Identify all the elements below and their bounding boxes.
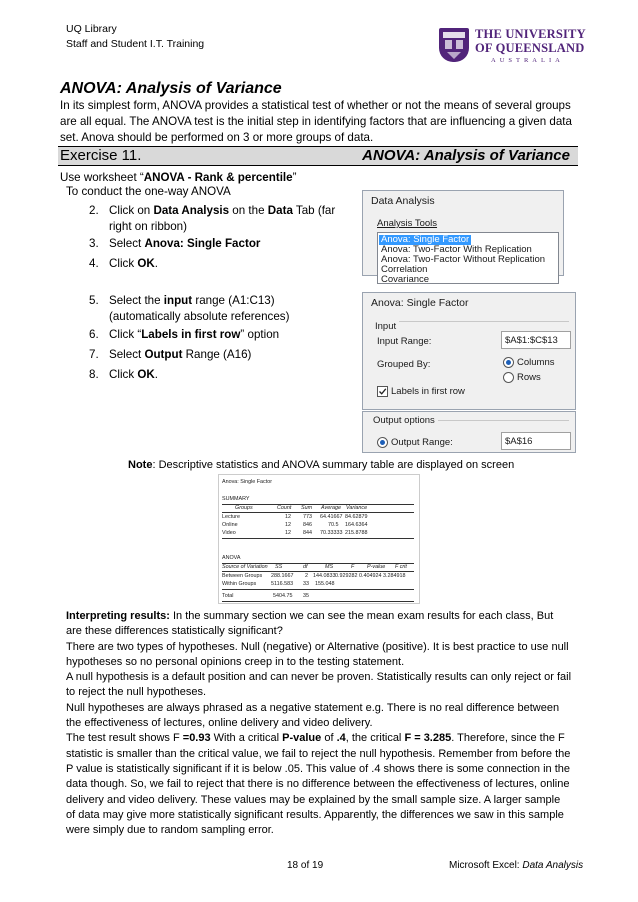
interp-p3: A null hypothesis is a default position and can never be proven. Statistically results can only reject or fail to reject the null hypotheses. (66, 671, 572, 699)
list-item-anova-two-norep[interactable]: Anova: Two-Factor Without Replication (381, 254, 546, 265)
step-2: 2. Click on Data Analysis on the Data Tab (far right on ribbon) (89, 204, 336, 233)
table-header: df (303, 564, 308, 570)
output-range-label: Output Range: (391, 437, 453, 448)
table-rule (222, 601, 414, 602)
logo-line2: OF QUEENSLAND (475, 41, 585, 55)
output-range-radio[interactable] (377, 437, 388, 448)
table-cell: 2 (305, 573, 308, 579)
worksheet-name: ANOVA - Rank & percentile (143, 171, 293, 184)
note-text: : Descriptive statistics and ANOVA summary table are displayed on screen (152, 459, 515, 471)
table-cell: 35 (303, 593, 309, 599)
table-header: Variance (346, 505, 368, 511)
table-cell: 215.8788 (345, 530, 368, 536)
table-cell: 3.284918 (383, 573, 406, 579)
table-cell: 5404.75 (273, 593, 293, 599)
step-6: 6. Click “Labels in first row” option (89, 328, 280, 341)
note-line (128, 459, 514, 471)
header-training: Staff and Student I.T. Training (66, 38, 205, 50)
analysis-tools-label: Analysis Tools (377, 218, 438, 229)
table-cell: Within Groups (222, 581, 257, 587)
check-icon (378, 387, 387, 396)
interp-p2: There are two types of hypotheses. Null (negative) or Alternative (positive). It is best practice to use null hypotheses so no personal opinions creep in to the testing statement. (66, 640, 569, 668)
labels-checkbox-label: Labels in first row (391, 386, 465, 397)
table-cell: 84.62879 (345, 514, 368, 520)
step-3: 3. Select Anova: Single Factor (89, 237, 261, 250)
rows-option-label: Rows (517, 372, 541, 383)
table-cell: Online (222, 522, 238, 528)
table-header: Source of Variation (222, 564, 268, 570)
dialog-title: Anova: Single Factor (371, 297, 469, 309)
exercise-number: Exercise 11. (60, 147, 142, 164)
list-item-covariance[interactable]: Covariance (381, 274, 430, 285)
anova-single-factor-dialog (362, 292, 576, 410)
table-cell: 33 (303, 581, 309, 587)
columns-option-label: Columns (517, 357, 555, 368)
table-header: Average (321, 505, 341, 511)
step-4: 4. Click OK. (89, 257, 158, 270)
table-cell: 12 (285, 514, 291, 520)
output-options-dialog (362, 411, 576, 453)
table-cell: 70.5 (328, 522, 339, 528)
table-cell: Between Groups (222, 573, 263, 579)
table-header: Count (277, 505, 292, 511)
table-cell: 844 (303, 530, 312, 536)
list-item-correlation[interactable]: Correlation (381, 264, 428, 275)
output-range-field[interactable]: $A$16 (501, 432, 571, 450)
exercise-bar (58, 146, 578, 166)
table-cell: 0.929282 (335, 573, 358, 579)
table-header: Sum (301, 505, 313, 511)
conduct-line: To conduct the one-way ANOVA (66, 185, 231, 198)
grouped-by-label: Grouped By: (377, 359, 431, 370)
note-label: Note (128, 459, 153, 471)
table-header: MS (325, 564, 334, 570)
table-header: Groups (235, 505, 253, 511)
table-cell: Total (222, 593, 234, 599)
list-item-anova-single[interactable]: Anova: Single Factor (381, 234, 470, 245)
input-group-label: Input (375, 321, 399, 332)
table-cell: 5116.583 (271, 581, 294, 587)
footer-doc-title: Microsoft Excel: Data Analysis (449, 860, 584, 871)
step-7: 7. Select Output Range (A16) (89, 348, 252, 361)
table-title: Anova: Single Factor (222, 479, 273, 485)
table-header: P-value (367, 564, 386, 570)
exercise-title: ANOVA: Analysis of Variance (362, 147, 570, 164)
uq-logo (439, 26, 586, 66)
step-5: 5. Select the input range (A1:C13) (automatically absolute references) (89, 294, 290, 323)
step-8: 8. Click OK. (89, 368, 158, 381)
input-range-label: Input Range: (377, 336, 432, 347)
table-header: F crit (395, 564, 407, 570)
header-left (66, 22, 204, 52)
table-header: SS (275, 564, 283, 570)
labels-checkbox[interactable] (377, 386, 388, 397)
table-cell: 144.0833 (313, 573, 336, 579)
data-analysis-dialog (362, 190, 564, 285)
anova-label: ANOVA (222, 555, 241, 561)
anova-result-table (218, 474, 420, 604)
table-cell: 155.048 (315, 581, 335, 587)
page-title: ANOVA: Analysis of Variance (60, 80, 282, 97)
table-cell: 70.33333 (320, 530, 343, 536)
interp-p1: Interpreting results: In the summary section we can see the mean exam results for each class, But are these differences statistically significant? (66, 610, 554, 638)
intro-paragraph: In its simplest form, ANOVA provides a statistical test of whether or not the means of several groups are all equal. The ANOVA test is the initial step in identifying factors that are influencing a given data set. Anova should be performed on 3 or more groups of data. (60, 99, 572, 144)
table-rule (222, 512, 414, 513)
table-cell: 164.6364 (345, 522, 368, 528)
table-cell: Video (222, 530, 236, 536)
interp-p4: Null hypotheses are always phrased as a negative statement e.g. There is no real difference between the effectiveness of lectures, online delivery and video delivery. (66, 701, 560, 730)
analysis-tools-list[interactable] (377, 232, 559, 284)
rows-radio[interactable] (503, 372, 514, 383)
table-header: F (351, 564, 355, 570)
uq-crest-icon (439, 28, 469, 62)
table-cell: 12 (285, 522, 291, 528)
summary-label: SUMMARY (222, 496, 250, 502)
list-item-anova-two-rep[interactable]: Anova: Two-Factor With Replication (381, 244, 532, 255)
table-rule (222, 589, 414, 590)
table-cell: Lecture (222, 514, 240, 520)
table-cell: 846 (303, 522, 312, 528)
group-divider (375, 321, 569, 322)
worksheet-line: Use worksheet “ANOVA - Rank & percentile” (60, 171, 297, 184)
table-rule (222, 571, 414, 572)
dialog-title: Data Analysis (371, 195, 435, 207)
table-cell: 773 (303, 514, 312, 520)
page-number: 18 of 19 (287, 860, 324, 871)
logo-line3: AUSTRALIA (491, 57, 564, 64)
interpretation-section (66, 609, 572, 838)
table-cell: 288.1667 (271, 573, 294, 579)
table-cell: 12 (285, 530, 291, 536)
columns-radio[interactable] (503, 357, 514, 368)
interp-p5: The test result shows F =0.93 With a critical P-value of .4, the critical F = 3.285. Therefore, since the F statistic is smaller than the critical value, we fail to reject the null hypothesis. Remember from before the P value is statistically significant if it is below .05. This value of .4 shows there is some connection in the data though. So, we fail to reject that there is no difference between the effectiveness of lectures, online delivery and video delivery. These values may be explained by the small sample size. A larger sample of data may give more statistically significant results. Apparently, the differences we saw in this sample were simply due to random sampling error. (66, 732, 571, 837)
table-rule (222, 538, 414, 539)
table-cell: 0.404924 (359, 573, 382, 579)
input-range-field[interactable]: $A$1:$C$13 (501, 331, 571, 349)
header-library: UQ Library (66, 23, 117, 35)
table-cell: 64.41667 (320, 514, 343, 520)
logo-line1: THE UNIVERSITY (475, 27, 586, 41)
output-options-label: Output options (373, 415, 438, 426)
